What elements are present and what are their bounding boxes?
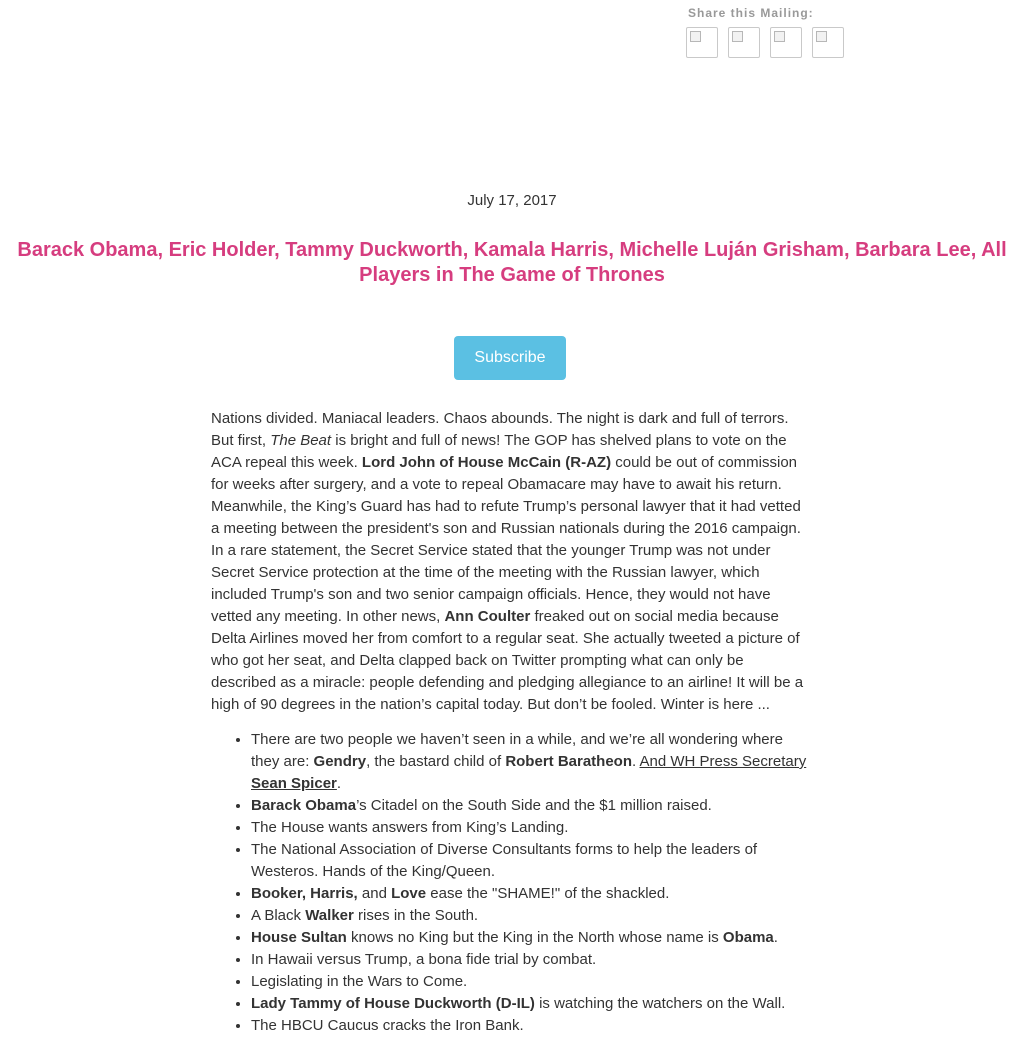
item-text: A Black: [251, 907, 306, 924]
item-text: .: [773, 929, 778, 946]
item-bold: Robert Baratheon: [505, 753, 632, 770]
item-bold: Gendry: [313, 753, 367, 770]
item-text: ’s Citadel on the South Side and the $1 million raised.: [356, 797, 712, 814]
list-item: [251, 971, 811, 993]
list-item: [251, 729, 811, 795]
intro-bold-name: Lord John of House McCain (R-AZ): [361, 454, 612, 471]
item-bold: Barack Obama: [251, 797, 357, 814]
list-item: [251, 949, 811, 971]
newsletter-body: [211, 408, 811, 1037]
list-item: [251, 883, 811, 905]
share-label: Share this Mailing:: [688, 6, 814, 20]
list-item: [251, 927, 811, 949]
intro-text: could be out of commission for weeks after surgery, and a vote to repeal Obamacare may have to await his return. Meanwhile, the King’s Guard has had to refute Trump’s personal lawyer that it had vetted a meeting between the president's son and Russian nationals during the 2016 campaign. In a rare statement, the Secret Service stated that the younger Trump was not under Secret Service protection at the time of the meeting with the Russian lawyer, which included Trump's son and two senior campaign officials. Hence, they would not have vetted any meeting. In other news,: [211, 454, 801, 625]
item-text: The House wants answers from King’s Landing.: [251, 819, 569, 836]
share-icons: [686, 27, 844, 58]
item-text: is watching the watchers on the Wall.: [534, 995, 786, 1012]
subscribe-button[interactable]: Subscribe: [454, 336, 566, 380]
list-item: [251, 817, 811, 839]
item-text: .: [632, 753, 640, 770]
share-linkedin-icon[interactable]: [770, 27, 802, 58]
intro-paragraph: [211, 408, 811, 716]
share-email-icon[interactable]: [812, 27, 844, 58]
link-text[interactable]: And WH Press Secretary: [639, 753, 807, 770]
list-item: [251, 1015, 811, 1037]
item-text: ease the "SHAME!" of the shackled.: [426, 885, 670, 902]
intro-text: is bright and full of news! The GOP has shelved plans to vote on the ACA repeal this week.: [211, 432, 787, 471]
item-bold: Obama: [722, 929, 774, 946]
item-bold: House Sultan: [251, 929, 347, 946]
intro-text: freaked out on social media because Delta Airlines moved her from comfort to a regular seat. She actually tweeted a picture of who got her seat, and Delta clapped back on Twitter prompting what can only be described as a miracle: people defending and pledging allegiance to an airline! It will be a high of 90 degrees in the nation’s capital today. But don’t be fooled. Winter is here ...: [211, 608, 804, 713]
item-text: In Hawaii versus Trump, a bona fide trial by combat.: [251, 951, 597, 968]
list-item: [251, 905, 811, 927]
item-text: , the bastard child of: [366, 753, 506, 770]
item-text: rises in the South.: [353, 907, 479, 924]
intro-publication-name: The Beat: [270, 432, 332, 449]
item-text: The National Association of Diverse Consultants forms to help the leaders of Westeros. Hands of the King/Queen.: [251, 841, 758, 880]
intro-bold-name: Ann Coulter: [444, 608, 531, 625]
list-item: [251, 993, 811, 1015]
item-text: knows no King but the King in the North whose name is: [346, 929, 723, 946]
share-facebook-icon[interactable]: [686, 27, 718, 58]
item-text: The HBCU Caucus cracks the Iron Bank.: [251, 1017, 524, 1034]
item-text: and: [357, 885, 392, 902]
headline: Barack Obama, Eric Holder, Tammy Duckworth, Kamala Harris, Michelle Luján Grisham, Barbara Lee, All Players in The Game of Thrones: [17, 239, 1007, 286]
share-twitter-icon[interactable]: [728, 27, 760, 58]
item-bold: Booker, Harris,: [251, 885, 358, 902]
mailing-date: July 17, 2017: [467, 192, 557, 209]
link-bold[interactable]: Sean Spicer: [251, 775, 337, 792]
item-bold: Love: [391, 885, 427, 902]
item-bold: Lady Tammy of House Duckworth (D-IL): [251, 995, 535, 1012]
share-section: [688, 6, 844, 58]
list-item: [251, 839, 811, 883]
intro-text: Nations divided. Maniacal leaders. Chaos abounds. The night is dark and full of terrors. But first,: [211, 410, 789, 449]
item-text: Legislating in the Wars to Come.: [251, 973, 468, 990]
item-bold: Walker: [305, 907, 354, 924]
headlines-list: [211, 729, 811, 1037]
list-item: [251, 795, 811, 817]
item-text: There are two people we haven’t seen in a while, and we’re all wondering where they are:: [251, 731, 783, 770]
item-text: .: [336, 775, 342, 792]
